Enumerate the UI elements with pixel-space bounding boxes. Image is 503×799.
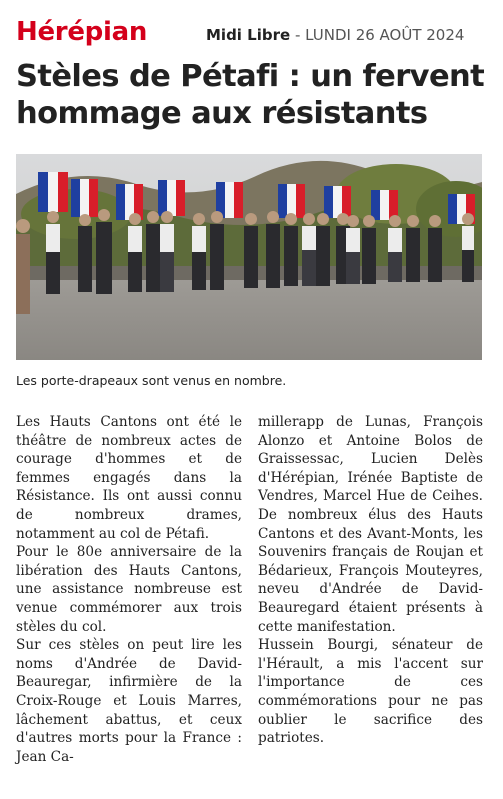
- article-column-left: [16, 413, 242, 766]
- paragraph: Sur ces stèles on peut lire les noms d'Andrée de David-Beauregar, infirmière de la Croix-Rouge et Louis Marres, lâchement abattus, et ceux d'autres morts pour la France : Jean Ca-: [16, 637, 242, 765]
- paragraph: Les Hauts Cantons ont été le théâtre de nombreux actes de courage d'hommes et de femmes engagés dans la Résistance. Ils ont aussi connu de nombreux drames, notamment au col de Pétafi.: [16, 414, 242, 542]
- paragraph: Pour le 80e anniversaire de la libération des Hauts Cantons, une assistance nombreuse est venue commémorer aux trois stèles du col.: [16, 544, 242, 635]
- article-headline: Stèles de Pétafi : un fervent hommage aux résistants: [16, 59, 485, 131]
- publication-line: [206, 26, 464, 44]
- publication-date: LUNDI 26 AOÛT 2024: [305, 26, 465, 44]
- section-location: Hérépian: [16, 17, 148, 47]
- publication-separator: -: [290, 26, 306, 44]
- publication-name: Midi Libre: [206, 26, 291, 44]
- paragraph: Hussein Bourgi, sénateur de l'Hérault, a mis l'accent sur l'importance de ces commémorations pour ne pas oublier le sacrifice des patriotes.: [258, 637, 483, 747]
- article-column-right: [258, 413, 483, 748]
- photo-illustration: [16, 154, 482, 360]
- paragraph: millerapp de Lunas, François Alonzo et Antoine Bolos de Graissessac, Lucien Delès d'Hérépian, Irénée Baptiste de Vendres, Marcel Hue de Ceihes. De nombreux élus des Hauts Cantons et des Avant-Monts, les Souvenirs français de Roujan et Bédarieux, François Mouteyres, neveu d'Andrée de David-Beauregard étaient présents à cette manifestation.: [258, 414, 483, 635]
- article-photo: [16, 154, 482, 360]
- photo-caption: Les porte-drapeaux sont venus en nombre.: [16, 373, 287, 388]
